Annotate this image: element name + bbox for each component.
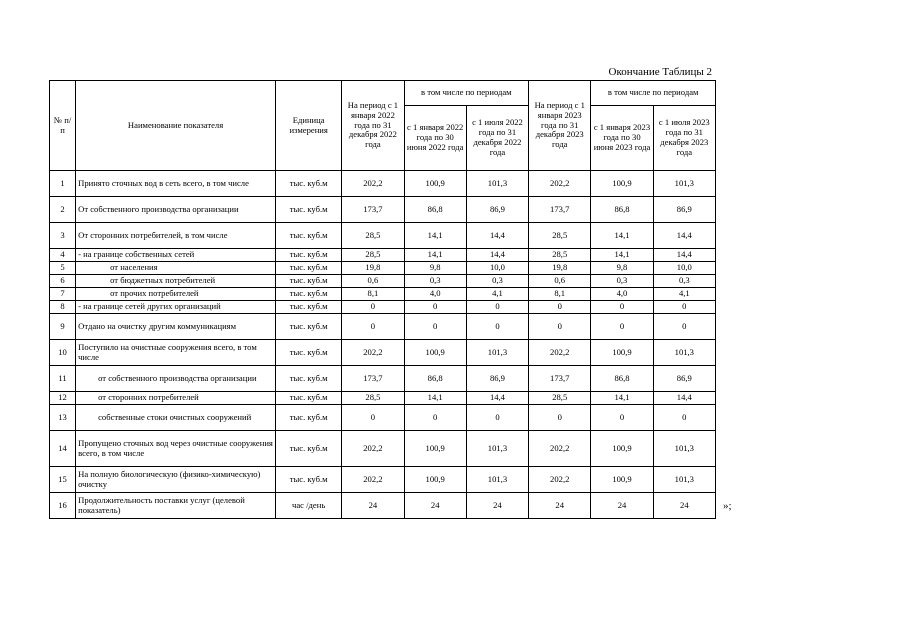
row-value: 86,9 [466,197,528,223]
row-value: 14,1 [404,249,466,262]
row-value: 4,0 [591,288,653,301]
row-value: 0,6 [529,275,591,288]
row-value: 86,8 [404,197,466,223]
row-value: 4,1 [466,288,528,301]
header-period-2022: На период с 1 января 2022 года по 31 декабря 2022 года [342,81,404,171]
row-unit: тыс. куб.м [276,314,342,340]
row-value: 173,7 [529,366,591,392]
row-unit: тыс. куб.м [276,275,342,288]
row-number: 13 [50,405,76,431]
row-unit: тыс. куб.м [276,262,342,275]
row-value: 202,2 [529,431,591,467]
table-row [50,314,716,340]
header-h2-2022: с 1 июля 2022 года по 31 декабря 2022 года [466,106,528,171]
row-value: 86,8 [404,366,466,392]
row-name: - на границе сетей других организаций [76,301,276,314]
row-value: 14,1 [591,392,653,405]
table-row [50,249,716,262]
row-value: 14,4 [466,223,528,249]
header-period-2023: На период с 1 января 2023 года по 31 декабря 2023 года [529,81,591,171]
row-value: 0 [404,301,466,314]
row-value: 202,2 [342,467,404,493]
row-value: 10,0 [466,262,528,275]
row-unit: тыс. куб.м [276,467,342,493]
row-value: 0 [342,405,404,431]
row-value: 0 [653,314,715,340]
row-value: 101,3 [653,467,715,493]
row-value: 28,5 [529,223,591,249]
row-value: 24 [404,493,466,519]
row-value: 0 [342,301,404,314]
row-number: 10 [50,340,76,366]
row-name: от сторонних потребителей [76,392,276,405]
row-unit: тыс. куб.м [276,249,342,262]
row-unit: тыс. куб.м [276,405,342,431]
row-unit: тыс. куб.м [276,288,342,301]
row-value: 101,3 [466,431,528,467]
table-body [50,171,716,519]
row-unit: тыс. куб.м [276,171,342,197]
row-name: Поступило на очистные сооружения всего, в том числе [76,340,276,366]
row-number: 11 [50,366,76,392]
table-row [50,392,716,405]
row-name: Принято сточных вод в сеть всего, в том числе [76,171,276,197]
row-value: 173,7 [342,366,404,392]
row-name: от населения [76,262,276,275]
row-value: 14,4 [653,392,715,405]
row-name: Пропущено сточных вод через очистные сооружения всего, в том числе [76,431,276,467]
row-number: 8 [50,301,76,314]
row-value: 100,9 [591,171,653,197]
row-value: 14,1 [404,392,466,405]
row-value: 9,8 [591,262,653,275]
row-value: 14,4 [466,392,528,405]
row-number: 12 [50,392,76,405]
table-row [50,405,716,431]
row-value: 14,1 [404,223,466,249]
header-h1-2022: с 1 января 2022 года по 30 июня 2022 года [404,106,466,171]
row-value: 202,2 [529,340,591,366]
row-number: 16 [50,493,76,519]
row-value: 14,1 [591,223,653,249]
row-value: 100,9 [404,340,466,366]
row-value: 28,5 [342,249,404,262]
row-value: 0 [404,405,466,431]
row-number: 9 [50,314,76,340]
row-number: 2 [50,197,76,223]
row-value: 9,8 [404,262,466,275]
row-number: 14 [50,431,76,467]
row-name: - на границе собственных сетей [76,249,276,262]
row-number: 1 [50,171,76,197]
table-row [50,493,716,519]
table-row [50,366,716,392]
row-value: 0 [653,301,715,314]
row-value: 8,1 [342,288,404,301]
header-incl-2022: в том числе по периодам [404,81,529,106]
row-name: Продолжительность поставки услуг (целевой показатель) [76,493,276,519]
row-value: 0 [529,301,591,314]
row-value: 8,1 [529,288,591,301]
row-value: 101,3 [466,340,528,366]
row-name: От собственного производства организации [76,197,276,223]
row-value: 0,3 [404,275,466,288]
table-row [50,171,716,197]
row-value: 28,5 [529,249,591,262]
row-unit: тыс. куб.м [276,197,342,223]
row-number: 15 [50,467,76,493]
row-name: от собственного производства организации [76,366,276,392]
table-row [50,301,716,314]
row-name: На полную биологическую (физико-химическую) очистку [76,467,276,493]
row-value: 14,1 [591,249,653,262]
row-value: 86,9 [653,366,715,392]
row-value: 0 [529,314,591,340]
row-value: 24 [466,493,528,519]
row-value: 100,9 [591,340,653,366]
row-value: 100,9 [404,171,466,197]
row-value: 4,1 [653,288,715,301]
row-value: 202,2 [529,467,591,493]
table-row [50,197,716,223]
row-value: 0 [591,405,653,431]
row-value: 100,9 [591,431,653,467]
row-value: 101,3 [653,431,715,467]
row-value: 101,3 [466,467,528,493]
row-value: 24 [342,493,404,519]
row-value: 86,9 [653,197,715,223]
row-number: 6 [50,275,76,288]
row-value: 101,3 [653,171,715,197]
row-value: 0,6 [342,275,404,288]
row-value: 101,3 [466,171,528,197]
table-row [50,275,716,288]
row-value: 19,8 [342,262,404,275]
header-h1-2023: с 1 января 2023 года по 30 июня 2023 года [591,106,653,171]
row-name: собственные стоки очистных сооружений [76,405,276,431]
row-value: 24 [529,493,591,519]
row-value: 0,3 [591,275,653,288]
closing-quote: »; [723,500,732,512]
row-value: 10,0 [653,262,715,275]
row-value: 0,3 [653,275,715,288]
row-value: 0 [591,301,653,314]
row-value: 24 [591,493,653,519]
row-value: 28,5 [342,223,404,249]
header-name: Наименование показателя [76,81,276,171]
row-value: 202,2 [342,171,404,197]
row-value: 0 [529,405,591,431]
header-incl-2023: в том числе по периодам [591,81,716,106]
table-row [50,340,716,366]
table-row [50,431,716,467]
row-value: 202,2 [342,431,404,467]
row-value: 86,8 [591,366,653,392]
row-value: 101,3 [653,340,715,366]
row-value: 4,0 [404,288,466,301]
table-row [50,467,716,493]
row-value: 0 [653,405,715,431]
row-value: 86,8 [591,197,653,223]
row-number: 5 [50,262,76,275]
table-row [50,288,716,301]
row-value: 0 [404,314,466,340]
row-name: От сторонних потребителей, в том числе [76,223,276,249]
table-row [50,223,716,249]
table-caption: Окончание Таблицы 2 [608,66,712,78]
row-name: от бюджетных потребителей [76,275,276,288]
row-value: 14,4 [466,249,528,262]
row-value: 0 [342,314,404,340]
row-name: Отдано на очистку другим коммуникациям [76,314,276,340]
row-value: 0,3 [466,275,528,288]
row-value: 14,4 [653,249,715,262]
row-value: 19,8 [529,262,591,275]
row-value: 0 [591,314,653,340]
row-value: 28,5 [529,392,591,405]
row-value: 0 [466,405,528,431]
data-table [49,80,716,519]
header-num: № п/п [50,81,76,171]
row-value: 173,7 [529,197,591,223]
row-value: 24 [653,493,715,519]
row-value: 100,9 [591,467,653,493]
row-unit: тыс. куб.м [276,223,342,249]
row-unit: тыс. куб.м [276,301,342,314]
row-value: 100,9 [404,467,466,493]
row-value: 202,2 [342,340,404,366]
row-unit: тыс. куб.м [276,431,342,467]
table-row [50,262,716,275]
row-number: 7 [50,288,76,301]
row-value: 100,9 [404,431,466,467]
row-unit: час /день [276,493,342,519]
row-value: 14,4 [653,223,715,249]
row-value: 173,7 [342,197,404,223]
row-value: 0 [466,314,528,340]
row-number: 4 [50,249,76,262]
row-number: 3 [50,223,76,249]
row-name: от прочих потребителей [76,288,276,301]
row-unit: тыс. куб.м [276,340,342,366]
row-value: 0 [466,301,528,314]
row-unit: тыс. куб.м [276,366,342,392]
header-h2-2023: с 1 июля 2023 года по 31 декабря 2023 года [653,106,715,171]
header-unit: Единица измерения [276,81,342,171]
row-value: 202,2 [529,171,591,197]
row-value: 86,9 [466,366,528,392]
row-unit: тыс. куб.м [276,392,342,405]
row-value: 28,5 [342,392,404,405]
